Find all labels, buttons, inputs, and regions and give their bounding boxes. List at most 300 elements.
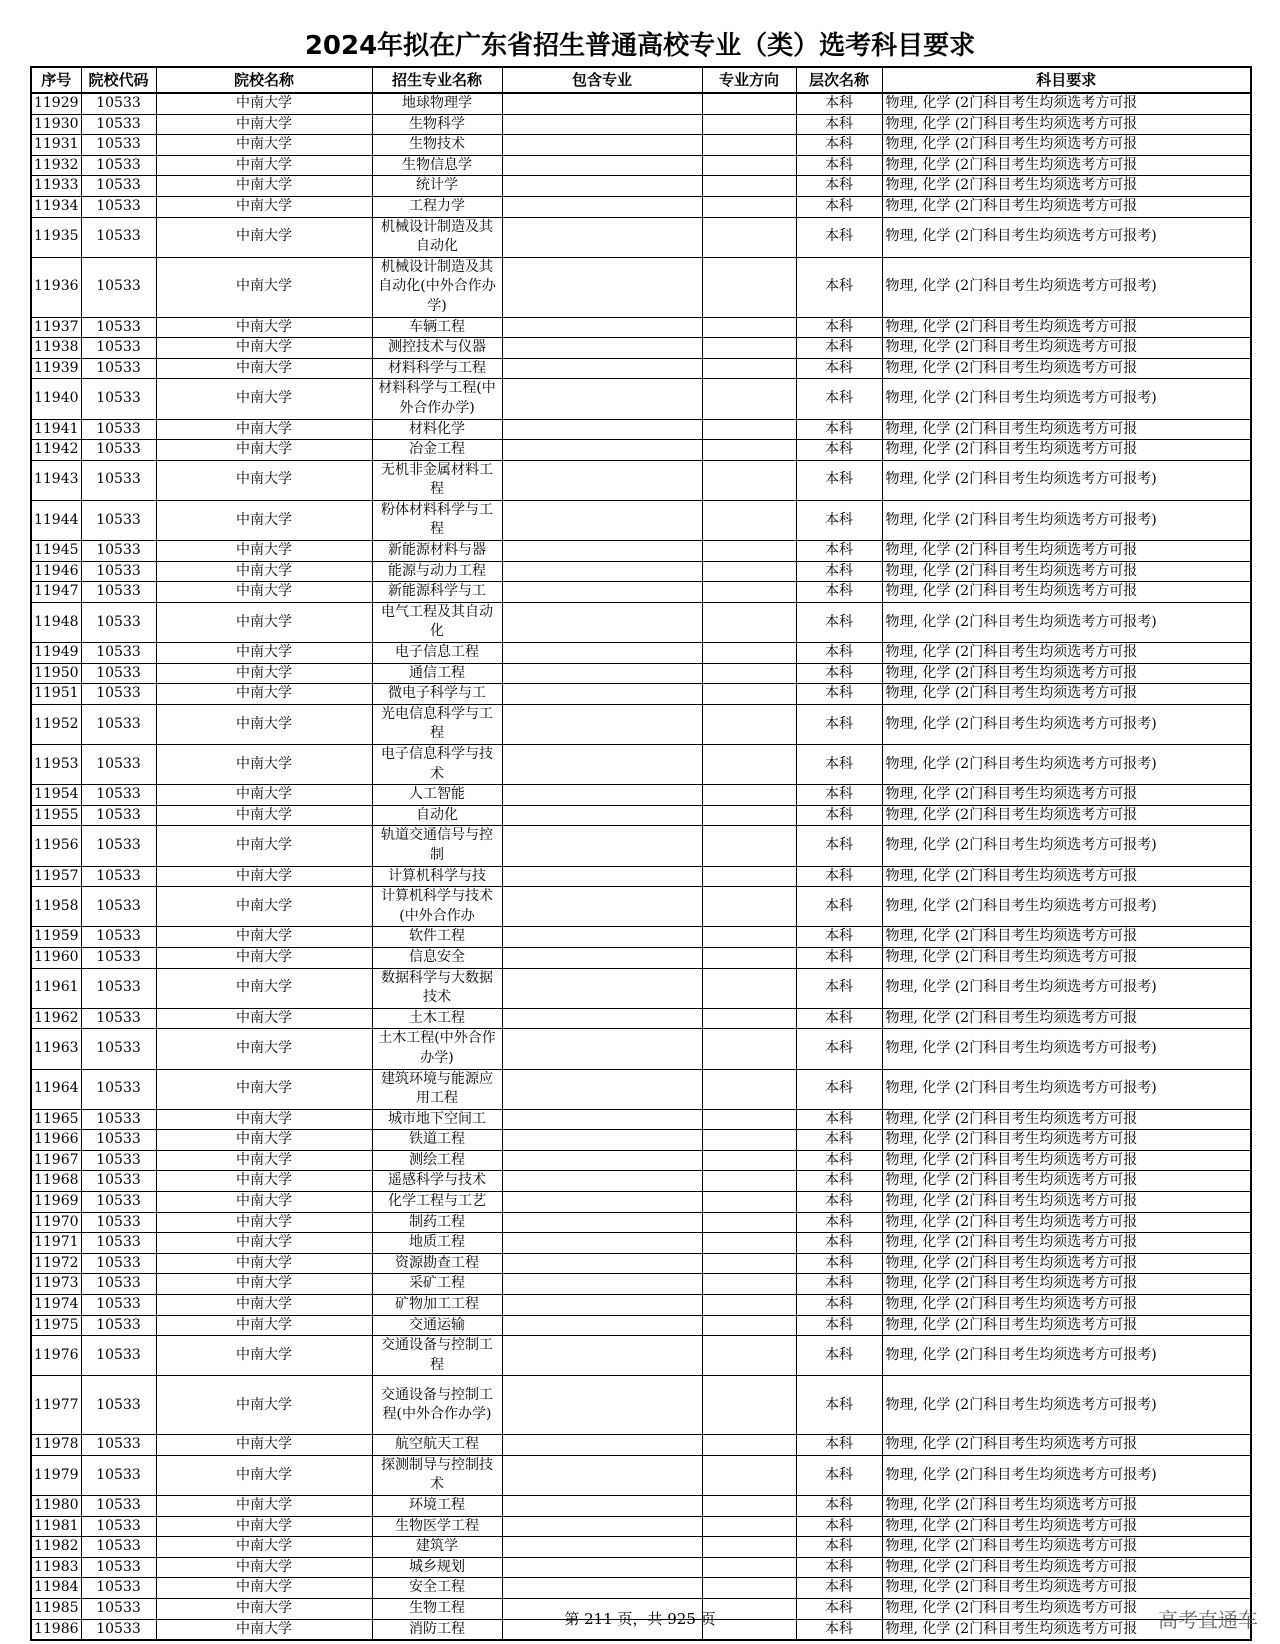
cell-school-code: 10533: [81, 805, 156, 826]
cell-school-code: 10533: [81, 114, 156, 135]
cell-school-code: 10533: [81, 1336, 156, 1376]
cell-serial-no: 11933: [31, 176, 81, 197]
cell-school-code: 10533: [81, 1171, 156, 1192]
cell-included-majors: [502, 1315, 702, 1336]
cell-level: 本科: [796, 338, 882, 359]
table-row: [31, 1455, 1251, 1495]
cell-serial-no: 11948: [31, 602, 81, 642]
table-row: [31, 826, 1251, 866]
cell-school-name: 中南大学: [156, 217, 372, 257]
table-row: [31, 1069, 1251, 1109]
cell-level: 本科: [796, 887, 882, 927]
cell-included-majors: [502, 1455, 702, 1495]
cell-school-code: 10533: [81, 358, 156, 379]
cell-major-name: 车辆工程: [372, 317, 502, 338]
cell-serial-no: 11940: [31, 379, 81, 419]
cell-school-code: 10533: [81, 317, 156, 338]
cell-major-direction: [702, 1212, 796, 1233]
cell-subject-requirement: 物理, 化学 (2门科目考生均须选考方可报: [882, 338, 1251, 359]
cell-major-direction: [702, 1435, 796, 1456]
cell-major-name: 资源勘查工程: [372, 1253, 502, 1274]
cell-subject-requirement: 物理, 化学 (2门科目考生均须选考方可报: [882, 1192, 1251, 1213]
cell-included-majors: [502, 155, 702, 176]
cell-serial-no: 11983: [31, 1557, 81, 1578]
header-major-name: 招生专业名称: [372, 67, 502, 93]
cell-major-direction: [702, 887, 796, 927]
cell-school-code: 10533: [81, 745, 156, 785]
cell-school-name: 中南大学: [156, 1253, 372, 1274]
cell-school-name: 中南大学: [156, 358, 372, 379]
cell-major-direction: [702, 582, 796, 603]
cell-subject-requirement: 物理, 化学 (2门科目考生均须选考方可报: [882, 1008, 1251, 1029]
cell-major-direction: [702, 1495, 796, 1516]
cell-subject-requirement: 物理, 化学 (2门科目考生均须选考方可报: [882, 440, 1251, 461]
cell-major-direction: [702, 155, 796, 176]
cell-subject-requirement: 物理, 化学 (2门科目考生均须选考方可报: [882, 114, 1251, 135]
cell-school-name: 中南大学: [156, 440, 372, 461]
cell-major-direction: [702, 1537, 796, 1558]
cell-school-code: 10533: [81, 1233, 156, 1254]
table-row: [31, 1557, 1251, 1578]
cell-major-name: 电子信息工程: [372, 643, 502, 664]
cell-school-code: 10533: [81, 1274, 156, 1295]
cell-subject-requirement: 物理, 化学 (2门科目考生均须选考方可报考): [882, 704, 1251, 744]
cell-school-code: 10533: [81, 663, 156, 684]
cell-serial-no: 11955: [31, 805, 81, 826]
cell-school-code: 10533: [81, 1598, 156, 1619]
source-watermark: 高考直通车: [1158, 1608, 1258, 1632]
cell-serial-no: 11976: [31, 1336, 81, 1376]
cell-major-name: 光电信息科学与工程: [372, 704, 502, 744]
table-row: [31, 317, 1251, 338]
cell-major-direction: [702, 1376, 796, 1435]
cell-subject-requirement: 物理, 化学 (2门科目考生均须选考方可报: [882, 196, 1251, 217]
cell-major-direction: [702, 1130, 796, 1151]
cell-major-name: 统计学: [372, 176, 502, 197]
cell-subject-requirement: 物理, 化学 (2门科目考生均须选考方可报: [882, 1171, 1251, 1192]
cell-serial-no: 11934: [31, 196, 81, 217]
table-row: [31, 93, 1251, 114]
cell-serial-no: 11936: [31, 257, 81, 317]
table-row: [31, 1192, 1251, 1213]
cell-level: 本科: [796, 1069, 882, 1109]
cell-serial-no: 11977: [31, 1376, 81, 1435]
cell-major-direction: [702, 358, 796, 379]
table-row: [31, 114, 1251, 135]
cell-included-majors: [502, 826, 702, 866]
page-number: 第 211 页，共 925 页: [564, 1610, 716, 1628]
cell-included-majors: [502, 684, 702, 705]
cell-subject-requirement: 物理, 化学 (2门科目考生均须选考方可报考): [882, 1336, 1251, 1376]
cell-subject-requirement: 物理, 化学 (2门科目考生均须选考方可报考): [882, 887, 1251, 927]
cell-serial-no: 11986: [31, 1619, 81, 1640]
cell-included-majors: [502, 1150, 702, 1171]
cell-major-direction: [702, 602, 796, 642]
table-row: [31, 1212, 1251, 1233]
cell-school-code: 10533: [81, 440, 156, 461]
cell-level: 本科: [796, 1171, 882, 1192]
cell-major-name: 交通设备与控制工程(中外合作办学): [372, 1376, 502, 1435]
cell-major-direction: [702, 1109, 796, 1130]
cell-major-name: 新能源科学与工: [372, 582, 502, 603]
cell-school-code: 10533: [81, 176, 156, 197]
cell-school-name: 中南大学: [156, 1029, 372, 1069]
cell-level: 本科: [796, 643, 882, 664]
cell-major-name: 航空航天工程: [372, 1435, 502, 1456]
cell-included-majors: [502, 1212, 702, 1233]
cell-major-direction: [702, 257, 796, 317]
cell-major-name: 粉体材料科学与工程: [372, 500, 502, 540]
cell-school-name: 中南大学: [156, 561, 372, 582]
cell-major-name: 自动化: [372, 805, 502, 826]
cell-serial-no: 11952: [31, 704, 81, 744]
cell-included-majors: [502, 561, 702, 582]
cell-major-direction: [702, 1336, 796, 1376]
cell-included-majors: [502, 1295, 702, 1316]
cell-school-code: 10533: [81, 887, 156, 927]
cell-included-majors: [502, 1495, 702, 1516]
cell-major-direction: [702, 176, 796, 197]
cell-major-name: 遥感科学与技术: [372, 1171, 502, 1192]
cell-school-name: 中南大学: [156, 460, 372, 500]
cell-level: 本科: [796, 704, 882, 744]
cell-serial-no: 11974: [31, 1295, 81, 1316]
cell-level: 本科: [796, 968, 882, 1008]
cell-school-name: 中南大学: [156, 745, 372, 785]
cell-school-code: 10533: [81, 1578, 156, 1599]
cell-serial-no: 11930: [31, 114, 81, 135]
cell-level: 本科: [796, 500, 882, 540]
cell-serial-no: 11959: [31, 927, 81, 948]
cell-school-code: 10533: [81, 1109, 156, 1130]
cell-level: 本科: [796, 805, 882, 826]
cell-subject-requirement: 物理, 化学 (2门科目考生均须选考方可报: [882, 1619, 1251, 1640]
cell-subject-requirement: 物理, 化学 (2门科目考生均须选考方可报: [882, 358, 1251, 379]
cell-major-name: 消防工程: [372, 1619, 502, 1640]
cell-serial-no: 11943: [31, 460, 81, 500]
cell-level: 本科: [796, 1557, 882, 1578]
cell-major-name: 城市地下空间工: [372, 1109, 502, 1130]
cell-school-name: 中南大学: [156, 419, 372, 440]
cell-serial-no: 11984: [31, 1578, 81, 1599]
cell-subject-requirement: 物理, 化学 (2门科目考生均须选考方可报: [882, 866, 1251, 887]
cell-included-majors: [502, 379, 702, 419]
table-row: [31, 1336, 1251, 1376]
cell-subject-requirement: 物理, 化学 (2门科目考生均须选考方可报: [882, 93, 1251, 114]
cell-major-name: 土木工程(中外合作办学): [372, 1029, 502, 1069]
cell-included-majors: [502, 93, 702, 114]
cell-school-code: 10533: [81, 1212, 156, 1233]
cell-school-name: 中南大学: [156, 826, 372, 866]
cell-major-name: 工程力学: [372, 196, 502, 217]
cell-included-majors: [502, 1192, 702, 1213]
cell-included-majors: [502, 1516, 702, 1537]
cell-subject-requirement: 物理, 化学 (2门科目考生均须选考方可报考): [882, 1455, 1251, 1495]
cell-school-name: 中南大学: [156, 1537, 372, 1558]
cell-major-name: 化学工程与工艺: [372, 1192, 502, 1213]
cell-school-name: 中南大学: [156, 1130, 372, 1151]
cell-subject-requirement: 物理, 化学 (2门科目考生均须选考方可报: [882, 135, 1251, 156]
table-row: [31, 1516, 1251, 1537]
cell-major-name: 通信工程: [372, 663, 502, 684]
cell-serial-no: 11937: [31, 317, 81, 338]
cell-subject-requirement: 物理, 化学 (2门科目考生均须选考方可报: [882, 1315, 1251, 1336]
cell-subject-requirement: 物理, 化学 (2门科目考生均须选考方可报: [882, 785, 1251, 806]
table-row: [31, 947, 1251, 968]
cell-level: 本科: [796, 1455, 882, 1495]
table-row: [31, 217, 1251, 257]
cell-major-name: 机械设计制造及其自动化(中外合作办学): [372, 257, 502, 317]
cell-school-name: 中南大学: [156, 1619, 372, 1640]
cell-major-direction: [702, 217, 796, 257]
cell-school-name: 中南大学: [156, 1008, 372, 1029]
table-row: [31, 968, 1251, 1008]
cell-major-direction: [702, 805, 796, 826]
cell-major-direction: [702, 1233, 796, 1254]
table-row: [31, 358, 1251, 379]
cell-school-name: 中南大学: [156, 93, 372, 114]
header-subject-requirements: 科目要求: [882, 67, 1251, 93]
cell-major-direction: [702, 745, 796, 785]
cell-level: 本科: [796, 1376, 882, 1435]
cell-major-direction: [702, 1274, 796, 1295]
cell-school-name: 中南大学: [156, 541, 372, 562]
cell-major-name: 测控技术与仪器: [372, 338, 502, 359]
cell-school-name: 中南大学: [156, 1233, 372, 1254]
cell-level: 本科: [796, 1315, 882, 1336]
table-row: [31, 1578, 1251, 1599]
cell-major-name: 生物信息学: [372, 155, 502, 176]
cell-school-code: 10533: [81, 602, 156, 642]
cell-included-majors: [502, 1578, 702, 1599]
table-row: [31, 1495, 1251, 1516]
cell-major-name: 无机非金属材料工程: [372, 460, 502, 500]
cell-major-name: 城乡规划: [372, 1557, 502, 1578]
cell-major-direction: [702, 1295, 796, 1316]
cell-major-name: 铁道工程: [372, 1130, 502, 1151]
cell-serial-no: 11960: [31, 947, 81, 968]
table-row: [31, 1315, 1251, 1336]
cell-level: 本科: [796, 1336, 882, 1376]
cell-subject-requirement: 物理, 化学 (2门科目考生均须选考方可报: [882, 176, 1251, 197]
cell-major-direction: [702, 968, 796, 1008]
cell-serial-no: 11963: [31, 1029, 81, 1069]
cell-school-code: 10533: [81, 135, 156, 156]
cell-school-code: 10533: [81, 500, 156, 540]
cell-subject-requirement: 物理, 化学 (2门科目考生均须选考方可报: [882, 1150, 1251, 1171]
cell-serial-no: 11946: [31, 561, 81, 582]
cell-major-name: 建筑环境与能源应用工程: [372, 1069, 502, 1109]
cell-included-majors: [502, 460, 702, 500]
table-row: [31, 1537, 1251, 1558]
cell-included-majors: [502, 135, 702, 156]
cell-school-name: 中南大学: [156, 1516, 372, 1537]
cell-serial-no: 11956: [31, 826, 81, 866]
cell-serial-no: 11978: [31, 1435, 81, 1456]
cell-major-direction: [702, 114, 796, 135]
cell-major-direction: [702, 338, 796, 359]
cell-major-direction: [702, 785, 796, 806]
cell-level: 本科: [796, 440, 882, 461]
cell-level: 本科: [796, 663, 882, 684]
cell-major-name: 生物医学工程: [372, 1516, 502, 1537]
cell-serial-no: 11962: [31, 1008, 81, 1029]
cell-included-majors: [502, 1130, 702, 1151]
cell-major-name: 地质工程: [372, 1233, 502, 1254]
cell-included-majors: [502, 1557, 702, 1578]
cell-school-code: 10533: [81, 338, 156, 359]
cell-level: 本科: [796, 541, 882, 562]
cell-major-name: 制药工程: [372, 1212, 502, 1233]
table-row: [31, 684, 1251, 705]
cell-school-name: 中南大学: [156, 1495, 372, 1516]
cell-school-name: 中南大学: [156, 1435, 372, 1456]
cell-subject-requirement: 物理, 化学 (2门科目考生均须选考方可报: [882, 805, 1251, 826]
cell-school-code: 10533: [81, 704, 156, 744]
cell-level: 本科: [796, 785, 882, 806]
cell-school-name: 中南大学: [156, 1192, 372, 1213]
cell-level: 本科: [796, 317, 882, 338]
table-row: [31, 643, 1251, 664]
cell-subject-requirement: 物理, 化学 (2门科目考生均须选考方可报: [882, 1598, 1251, 1619]
cell-major-direction: [702, 561, 796, 582]
cell-major-name: 机械设计制造及其自动化: [372, 217, 502, 257]
cell-subject-requirement: 物理, 化学 (2门科目考生均须选考方可报: [882, 1578, 1251, 1599]
cell-major-name: 材料化学: [372, 419, 502, 440]
cell-level: 本科: [796, 176, 882, 197]
cell-level: 本科: [796, 155, 882, 176]
cell-school-name: 中南大学: [156, 785, 372, 806]
cell-major-direction: [702, 704, 796, 744]
cell-subject-requirement: 物理, 化学 (2门科目考生均须选考方可报考): [882, 379, 1251, 419]
cell-level: 本科: [796, 561, 882, 582]
cell-major-direction: [702, 460, 796, 500]
cell-major-name: 采矿工程: [372, 1274, 502, 1295]
cell-major-direction: [702, 1008, 796, 1029]
cell-major-direction: [702, 196, 796, 217]
cell-school-name: 中南大学: [156, 1069, 372, 1109]
cell-level: 本科: [796, 358, 882, 379]
cell-serial-no: 11938: [31, 338, 81, 359]
cell-school-code: 10533: [81, 1253, 156, 1274]
cell-school-code: 10533: [81, 866, 156, 887]
cell-subject-requirement: 物理, 化学 (2门科目考生均须选考方可报考): [882, 968, 1251, 1008]
cell-included-majors: [502, 643, 702, 664]
cell-school-name: 中南大学: [156, 114, 372, 135]
cell-major-direction: [702, 500, 796, 540]
table-row: [31, 1130, 1251, 1151]
cell-level: 本科: [796, 602, 882, 642]
cell-subject-requirement: 物理, 化学 (2门科目考生均须选考方可报: [882, 1212, 1251, 1233]
cell-level: 本科: [796, 1253, 882, 1274]
cell-major-name: 计算机科学与技术(中外合作办: [372, 887, 502, 927]
cell-major-name: 冶金工程: [372, 440, 502, 461]
cell-subject-requirement: 物理, 化学 (2门科目考生均须选考方可报: [882, 1274, 1251, 1295]
cell-school-name: 中南大学: [156, 155, 372, 176]
cell-major-direction: [702, 1455, 796, 1495]
cell-school-code: 10533: [81, 927, 156, 948]
cell-major-name: 新能源材料与器: [372, 541, 502, 562]
cell-major-name: 能源与动力工程: [372, 561, 502, 582]
cell-subject-requirement: 物理, 化学 (2门科目考生均须选考方可报: [882, 419, 1251, 440]
cell-included-majors: [502, 1253, 702, 1274]
cell-included-majors: [502, 582, 702, 603]
cell-level: 本科: [796, 1029, 882, 1069]
cell-school-code: 10533: [81, 217, 156, 257]
cell-level: 本科: [796, 927, 882, 948]
cell-included-majors: [502, 317, 702, 338]
cell-school-name: 中南大学: [156, 1376, 372, 1435]
table-row: [31, 135, 1251, 156]
cell-level: 本科: [796, 93, 882, 114]
cell-subject-requirement: 物理, 化学 (2门科目考生均须选考方可报: [882, 1233, 1251, 1254]
cell-serial-no: 11935: [31, 217, 81, 257]
cell-major-direction: [702, 927, 796, 948]
cell-serial-no: 11969: [31, 1192, 81, 1213]
cell-school-code: 10533: [81, 1192, 156, 1213]
cell-major-direction: [702, 1516, 796, 1537]
cell-included-majors: [502, 1274, 702, 1295]
cell-school-name: 中南大学: [156, 176, 372, 197]
cell-included-majors: [502, 1008, 702, 1029]
table-row: [31, 460, 1251, 500]
cell-major-name: 地球物理学: [372, 93, 502, 114]
cell-major-name: 交通运输: [372, 1315, 502, 1336]
cell-school-code: 10533: [81, 1435, 156, 1456]
cell-school-name: 中南大学: [156, 866, 372, 887]
cell-major-direction: [702, 1253, 796, 1274]
cell-school-code: 10533: [81, 1495, 156, 1516]
cell-major-direction: [702, 419, 796, 440]
cell-level: 本科: [796, 114, 882, 135]
table-row: [31, 379, 1251, 419]
cell-serial-no: 11985: [31, 1598, 81, 1619]
table-row: [31, 866, 1251, 887]
cell-school-name: 中南大学: [156, 379, 372, 419]
cell-school-name: 中南大学: [156, 927, 372, 948]
cell-school-code: 10533: [81, 460, 156, 500]
cell-major-name: 数据科学与大数据技术: [372, 968, 502, 1008]
table-row: [31, 1253, 1251, 1274]
cell-level: 本科: [796, 1537, 882, 1558]
cell-level: 本科: [796, 460, 882, 500]
cell-included-majors: [502, 217, 702, 257]
cell-subject-requirement: 物理, 化学 (2门科目考生均须选考方可报: [882, 1295, 1251, 1316]
cell-subject-requirement: 物理, 化学 (2门科目考生均须选考方可报: [882, 155, 1251, 176]
cell-subject-requirement: 物理, 化学 (2门科目考生均须选考方可报: [882, 541, 1251, 562]
cell-level: 本科: [796, 196, 882, 217]
cell-school-name: 中南大学: [156, 1109, 372, 1130]
cell-subject-requirement: 物理, 化学 (2门科目考生均须选考方可报考): [882, 1376, 1251, 1435]
cell-major-direction: [702, 440, 796, 461]
cell-major-direction: [702, 1557, 796, 1578]
cell-serial-no: 11966: [31, 1130, 81, 1151]
cell-school-name: 中南大学: [156, 947, 372, 968]
cell-subject-requirement: 物理, 化学 (2门科目考生均须选考方可报: [882, 684, 1251, 705]
cell-school-name: 中南大学: [156, 1315, 372, 1336]
cell-serial-no: 11972: [31, 1253, 81, 1274]
cell-school-name: 中南大学: [156, 643, 372, 664]
cell-major-direction: [702, 317, 796, 338]
cell-included-majors: [502, 1435, 702, 1456]
cell-level: 本科: [796, 135, 882, 156]
table-row: [31, 440, 1251, 461]
cell-major-name: 微电子科学与工: [372, 684, 502, 705]
cell-major-name: 探测制导与控制技术: [372, 1455, 502, 1495]
table-row: [31, 1171, 1251, 1192]
cell-subject-requirement: 物理, 化学 (2门科目考生均须选考方可报: [882, 1495, 1251, 1516]
cell-included-majors: [502, 114, 702, 135]
